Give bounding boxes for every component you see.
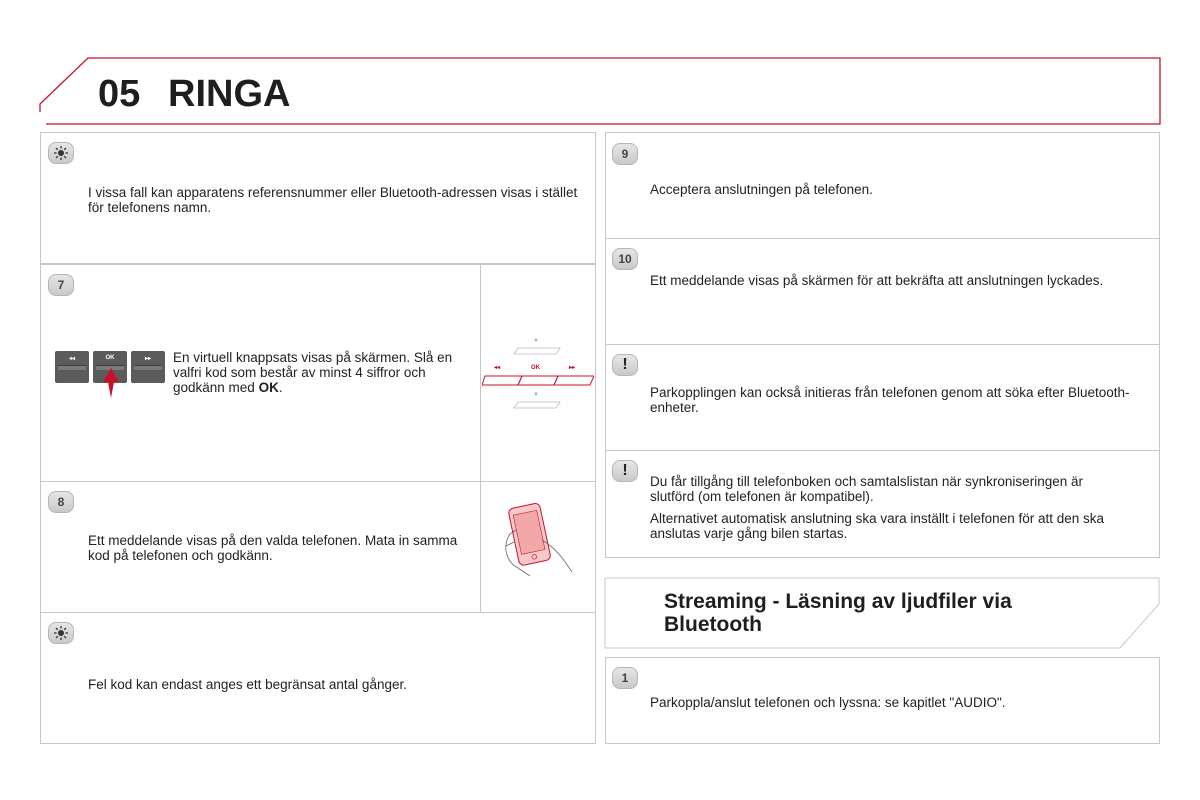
- keypad-down-arrow: ▼: [533, 392, 539, 398]
- step-10-text: Ett meddelande visas på skärmen för att bekräfta att anslutningen lyckades.: [650, 273, 1104, 288]
- keypad-ok-label: OK: [531, 365, 540, 371]
- ok-key-image: OK: [93, 351, 127, 383]
- lightbulb-icon: [48, 622, 74, 644]
- note-text-phonebook: Du får tillgång till telefonboken och samtalslistan när synkroniseringen är slutförd (om telefonen är kompatibel).: [650, 474, 1083, 504]
- exclamation-icon: !: [612, 354, 638, 376]
- step-number-badge: 9: [612, 143, 638, 165]
- note-text-initiate: Parkopplingen kan också initieras från telefonen genom att söka efter Bluetooth-enheter.: [650, 385, 1130, 415]
- step-number-badge: 7: [48, 274, 74, 296]
- lightbulb-icon: [48, 142, 74, 164]
- streaming-section-title: Streaming - Läsning av ljudfiler via Bluetooth: [664, 590, 1012, 636]
- step-10-panel: [605, 238, 1160, 345]
- step-7-text: En virtuell knappsats visas på skärmen. Slå en valfri kod som består av minst 4 siffror och godkänn med OK.: [173, 350, 453, 395]
- tip-text-reference: I vissa fall kan apparatens referensnummer eller Bluetooth-adressen visas i stället för telefonens namn.: [88, 185, 578, 215]
- forward-key-image: ▸▸: [131, 351, 165, 383]
- step-9-text: Acceptera anslutningen på telefonen.: [650, 182, 873, 197]
- tip-text-wrong-code: Fel kod kan endast anges ett begränsat antal gånger.: [88, 677, 407, 692]
- keypad-forward-label: ▸▸: [569, 365, 576, 371]
- rewind-key-image: ◂◂: [55, 351, 89, 383]
- exclamation-icon: !: [612, 460, 638, 482]
- chapter-title: RINGA: [168, 73, 291, 115]
- phone-in-hand-icon: [496, 496, 580, 580]
- pointer-arrow-icon: [103, 368, 119, 400]
- keypad-up-arrow: ▲: [533, 337, 539, 343]
- keypad-rewind-label: ◂◂: [494, 365, 501, 371]
- note-text-autoconnect: Alternativet automatisk anslutning ska vara inställt i telefonen för att den ska anslutas varje gång bilen startas.: [650, 511, 1104, 541]
- keypad-diagram: [482, 330, 594, 420]
- step-8-text: Ett meddelande visas på den valda telefonen. Mata in samma kod på telefonen och godkänn.: [88, 533, 458, 563]
- chapter-number: 05: [98, 73, 141, 115]
- step-1-text: Parkoppla/anslut telefonen och lyssna: se kapitlet "AUDIO".: [650, 695, 1006, 710]
- step-number-badge: 1: [612, 667, 638, 689]
- step-number-badge: 8: [48, 491, 74, 513]
- note-panel-phonebook: [605, 450, 1160, 558]
- step-number-badge: 10: [612, 248, 638, 270]
